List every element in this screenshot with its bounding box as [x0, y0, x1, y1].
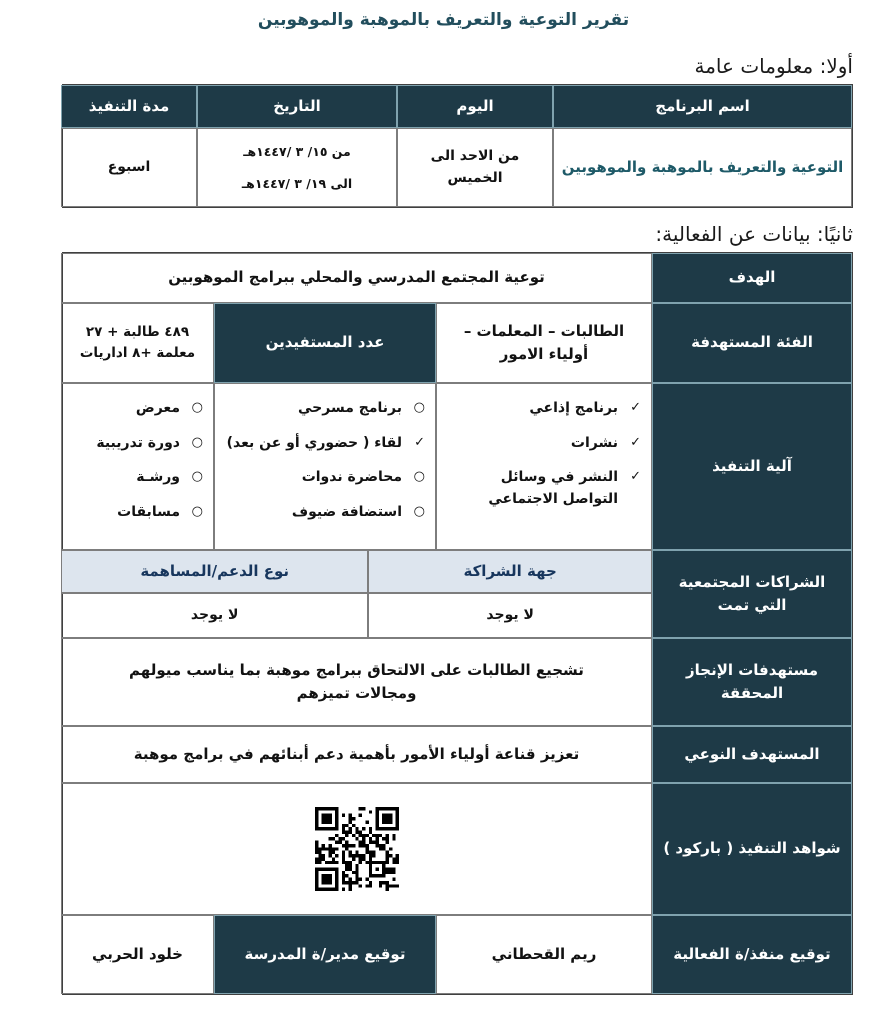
radio-circle-icon: ○	[191, 504, 203, 520]
date-value	[197, 128, 397, 207]
row-header-target-group: الفئة المستهدفة	[652, 303, 852, 383]
mechanism-option-label: برنامج إذاعي	[529, 400, 618, 416]
radio-circle-icon: ○	[413, 400, 425, 415]
mechanism-option-label: معرض	[135, 400, 180, 416]
row-header-goal: الهدف	[652, 253, 852, 303]
mechanism-option	[136, 467, 203, 489]
target-group-value: الطالبات – المعلمات – أولياء الامور	[436, 303, 652, 383]
mechanism-option-label: مسابقات	[117, 504, 180, 521]
beneficiaries-value: ٤٨٩ طالبة + ٢٧ معلمة +٨ اداريات	[61, 303, 214, 383]
col-header-day: اليوم	[397, 85, 553, 128]
mechanism-option-label: محاضرة ندوات	[301, 469, 402, 486]
row-header-executor-signature: توقيع منفذ/ة الفعالية	[652, 915, 852, 994]
partnership-entity-header: جهة الشراكة	[368, 550, 652, 593]
radio-circle-icon: ○	[191, 434, 203, 450]
achievement-label-text: مستهدفات الإنجاز المحققة	[685, 660, 818, 702]
check-mark-icon: ✓	[630, 469, 641, 485]
check-mark-icon: ✓	[414, 434, 425, 450]
mechanism-option-label: استضافة ضيوف	[291, 504, 402, 521]
principal-signature-name: خلود الحربي	[61, 915, 214, 994]
mechanism-option	[302, 467, 425, 489]
mechanism-option	[292, 502, 425, 524]
mechanism-option-label: دورة تدريبية	[96, 434, 180, 451]
col-header-duration: مدة التنفيذ	[61, 85, 197, 128]
evidence-value	[61, 783, 652, 915]
mechanism-option	[227, 433, 425, 455]
partnership-entity-value: لا يوجد	[368, 593, 652, 638]
col-header-program-name: اسم البرنامج	[553, 85, 852, 128]
mechanism-list-2	[214, 383, 436, 550]
qualitative-value: تعزيز قناعة أولياء الأمور بأهمية دعم أبنائهم في برامج موهبة	[61, 726, 652, 783]
check-mark-icon: ✓	[630, 400, 641, 415]
duration-value: اسبوع	[61, 128, 197, 207]
row-header-evidence: شواهد التنفيذ ( باركود )	[652, 783, 852, 915]
partnerships-subheader-row	[61, 550, 652, 593]
mechanism-option	[96, 433, 203, 455]
date-to: الى ١٩/ ٣ /١٤٤٧هـ	[241, 176, 353, 191]
beneficiaries-header: عدد المستفيدين	[214, 303, 436, 383]
partnerships-values-row	[61, 593, 652, 638]
mechanism-option-label: نشرات	[570, 434, 618, 451]
mechanism-option	[136, 398, 203, 420]
date-from: من ١٥/ ٣ /١٤٤٧هـ	[243, 144, 351, 159]
general-info-table	[62, 84, 853, 208]
col-header-date: التاريخ	[197, 85, 397, 128]
mechanism-option-label: النشر في وسائل التواصل الاجتماعي	[488, 469, 618, 508]
check-mark-icon: ✓	[630, 434, 641, 450]
radio-circle-icon: ○	[191, 469, 203, 485]
event-data-table	[62, 252, 853, 995]
mechanism-option-label: برنامج مسرحي	[298, 400, 402, 416]
row-header-mechanism: آلية التنفيذ	[652, 383, 852, 550]
mechanism-option	[468, 467, 641, 510]
support-type-header: نوع الدعم/المساهمة	[61, 550, 368, 593]
mechanism-option	[571, 433, 641, 455]
principal-signature-header: توقيع مدير/ة المدرسة	[214, 915, 436, 994]
row-header-achievement	[652, 638, 852, 726]
report-title: تقرير التوعية والتعريف بالموهبة والموهوبين	[257, 10, 630, 30]
mechanism-option	[117, 502, 203, 524]
radio-circle-icon: ○	[413, 504, 425, 520]
partnerships-label-text: الشراكات المجتمعية التي تمت	[678, 572, 826, 614]
row-header-partnerships	[652, 550, 852, 638]
executor-signature-name: ريم القحطاني	[436, 915, 652, 994]
mechanism-option	[529, 398, 641, 420]
day-value: من الاحد الى الخميس	[397, 128, 553, 207]
row-header-qualitative: المستهدف النوعي	[652, 726, 852, 783]
mechanism-option-label: ورشـة	[136, 469, 180, 486]
goal-value: توعية المجتمع المدرسي والمحلي ببرامج الموهوبين	[61, 253, 652, 303]
section-heading-general-info: أولا: معلومات عامة	[694, 54, 853, 78]
achievement-value	[61, 638, 652, 726]
radio-circle-icon: ○	[413, 469, 425, 485]
mechanism-list-3	[61, 383, 214, 550]
qr-code	[315, 805, 399, 893]
mechanism-option	[298, 398, 425, 420]
achievement-value-text: تشجيع الطالبات على الالتحاق ببرامج موهبة بما يناسب ميولهم ومجالات تميزهم	[129, 660, 584, 702]
mechanism-list-1	[436, 383, 652, 550]
section-heading-event-data: ثانيًا: بيانات عن الفعالية:	[655, 222, 853, 246]
mechanism-option-label: لقاء ( حضوري أو عن بعد)	[226, 434, 402, 451]
support-type-value: لا يوجد	[61, 593, 368, 638]
radio-circle-icon: ○	[191, 400, 203, 415]
program-name-value: التوعية والتعريف بالموهبة والموهوبين	[553, 128, 852, 207]
